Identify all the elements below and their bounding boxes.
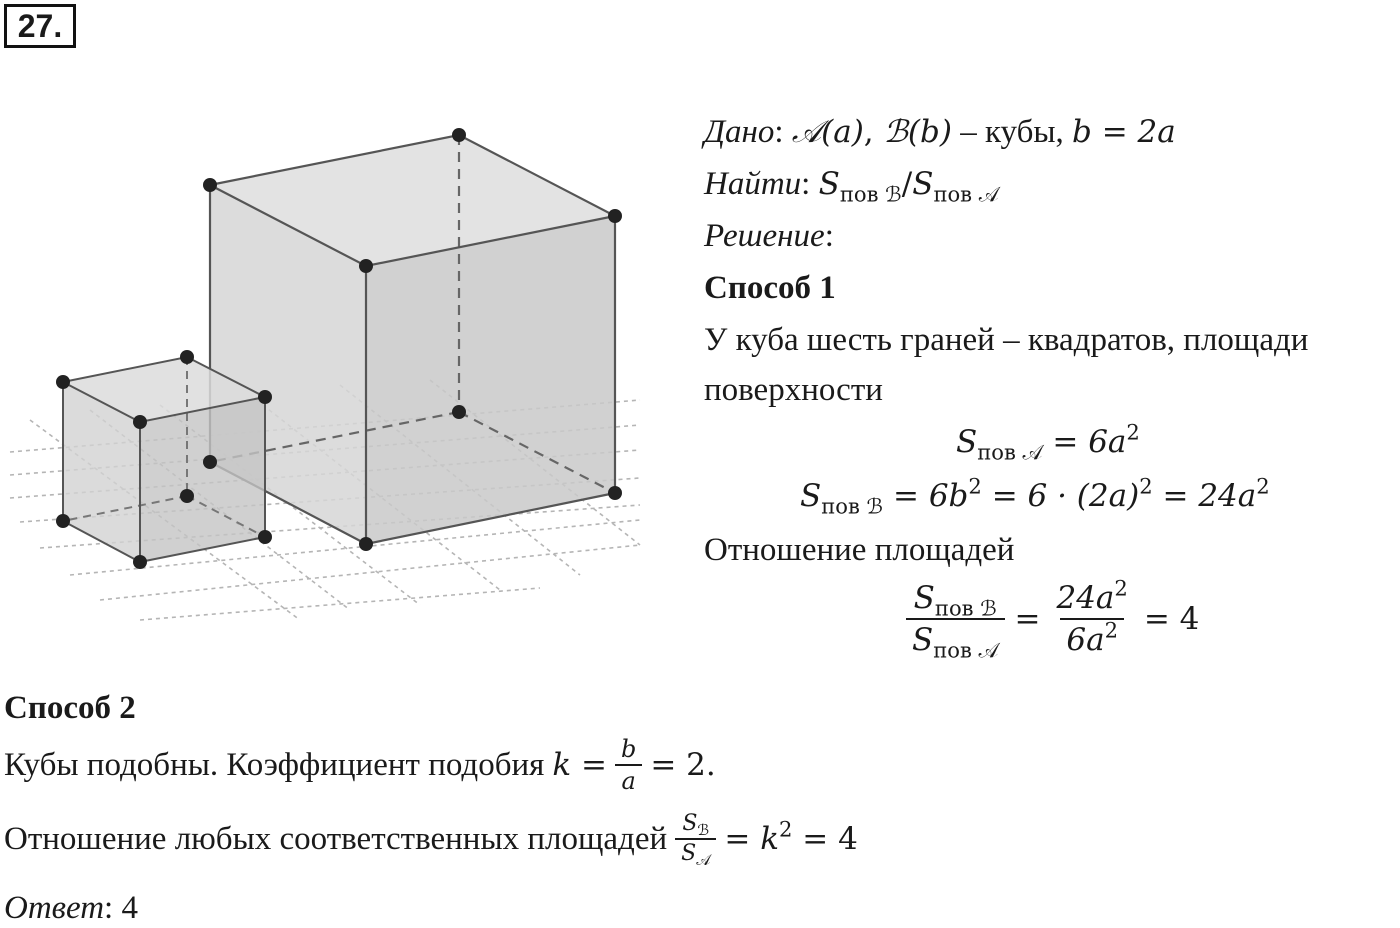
cube-a [63,357,265,562]
k-fraction: $\frac{b}{a}$ [615,736,642,794]
method2-title: Способ 2 [4,690,136,726]
cube-a-front-face [140,397,265,562]
method1-title: Способ 1 [704,270,836,306]
method2-line1: Кубы подобны. Коэффициент подобия k = $\frac{b}{a}$ = 2. [4,735,716,795]
ratio-equation: $\frac{S_{пов ℬ}}{S_{пов 𝒜}}$ = $\frac{24a^2}{6a^2}$ = 4 [906,580,1199,658]
ratio-fraction-2: $\frac{24a^2}{6a^2}$ [1056,575,1128,658]
ratio-label: Отношение площадей [704,532,1015,568]
cubes-figure [0,110,680,630]
find-label: Найти [704,166,802,202]
cube-b [210,135,615,544]
problem-number: 27. [4,4,76,48]
equation-sa: $S_{пов 𝒜} = 6a^2$ [956,419,1140,465]
method1-line1: У куба шесть граней – квадратов, площади [704,322,1309,358]
method2-line2: Отношение любых соответственных площадей $\frac{S_ℬ}{S_𝒜}$ = $k^2 = 4$ [4,811,858,870]
given-label: Дано [704,114,775,150]
equation-sb: $S_{пов ℬ} = 6b^2 = 6 \cdot (2a)^2 = 24a^2$ [800,473,1270,519]
solution-label: Решение: [704,218,834,254]
answer-line: Ответ: 4 [4,890,138,926]
answer-value: 4 [121,890,138,926]
method1-line2: поверхности [704,372,883,408]
given-relation: b = 2a [1072,114,1176,150]
find-line: Найти: $S_{пов ℬ}/S_{пов 𝒜}$ [704,166,999,207]
ratio-fraction-1: $\frac{S_{пов ℬ}}{S_{пов 𝒜}}$ [906,580,1005,658]
given-line: Дано: 𝒜(a), ℬ(b) – кубы, b = 2a [704,114,1176,150]
cube-b-front-face [366,216,615,544]
answer-label: Ответ [4,890,105,926]
area-fraction: $\frac{S_ℬ}{S_𝒜}$ [675,812,716,866]
